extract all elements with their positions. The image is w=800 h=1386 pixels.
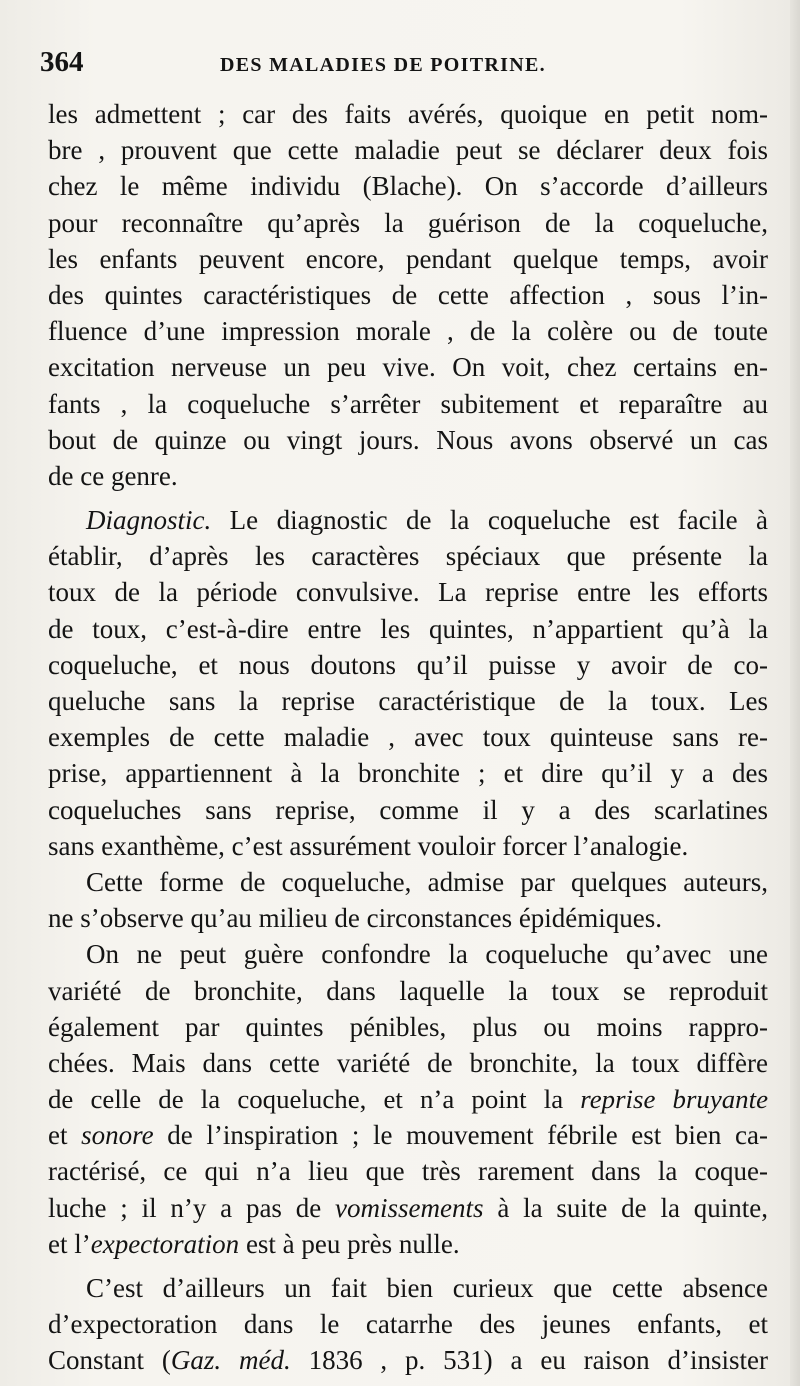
paragraph: [48, 502, 768, 864]
paragraph-gap: [48, 1262, 768, 1270]
emphasis: vomissements: [335, 1192, 484, 1223]
text-line: Constant (Gaz. méd. 1836 , p. 531) a eu raison d’insister: [48, 1345, 768, 1376]
text-line: les enfants peuvent encore, pendant quelque temps, avoir: [48, 243, 768, 274]
body-text: [48, 96, 768, 1379]
text-line: queluche sans la reprise caractéristique de la toux. Les: [48, 686, 768, 716]
paragraph: [48, 864, 768, 936]
text-line: chez le même individu (Blache). On s’accorde d’ailleurs: [48, 171, 768, 202]
text-line: et sonore de l’inspiration ; le mouvement fébrile est bien ca-: [48, 1120, 768, 1151]
page-number: 364: [40, 46, 84, 78]
citation: Gaz. méd.: [170, 1345, 291, 1376]
paragraph: [48, 1270, 768, 1379]
page-edge: [790, 0, 800, 1386]
section-heading: Diagnostic.: [86, 505, 212, 536]
text-line: toux de la période convulsive. La reprise entre les efforts: [48, 577, 768, 608]
text-line: chées. Mais dans cette variété de bronchite, la toux diffère: [48, 1047, 768, 1078]
text-line: les admettent ; car des faits avérés, quoique en petit nom-: [48, 99, 768, 129]
text-line: fluence d’une impression morale , de la colère ou de toute: [48, 316, 768, 347]
text-line: luche ; il n’y a pas de vomissements à la suite de la quinte,: [48, 1192, 768, 1223]
emphasis: sonore: [81, 1120, 154, 1151]
text-line: des quintes caractéristiques de cette affection , sous l’in-: [48, 279, 768, 310]
text-line: C’est d’ailleurs un fait bien curieux que cette absence: [86, 1273, 768, 1303]
text-line: On ne peut guère confondre la coqueluche qu’avec une: [86, 939, 768, 970]
text-line: de celle de la coqueluche, et n’a point la reprise bruyante: [48, 1084, 768, 1115]
text-line: Cette forme de coqueluche, admise par quelques auteurs,: [86, 866, 768, 897]
page-header: [40, 46, 770, 86]
text-line: Diagnostic. Le diagnostic de la coqueluche est facile à: [86, 505, 768, 536]
text-line: exemples de cette maladie , avec toux quinteuse sans re-: [48, 722, 768, 753]
running-title: DES MALADIES DE POITRINE.: [220, 54, 546, 76]
text-line: ne s’observe qu’au milieu de circonstances épidémiques.: [48, 903, 663, 934]
emphasis: expectoration: [90, 1228, 240, 1259]
text-line: de ce genre.: [48, 460, 178, 491]
text-line: ractérisé, ce qui n’a lieu que très rarement dans la coque-: [48, 1156, 768, 1187]
text-line: fants , la coqueluche s’arrêter subitement et reparaître au: [48, 388, 768, 419]
paragraph: [48, 936, 768, 1262]
paragraph: [48, 96, 768, 494]
paragraph-gap: [48, 494, 768, 502]
text-line: bout de quinze ou vingt jours. Nous avons observé un cas: [48, 424, 768, 455]
text-line: bre , prouvent que cette maladie peut se déclarer deux fois: [48, 135, 768, 166]
text-line: variété de bronchite, dans laquelle la toux se reproduit: [48, 975, 768, 1006]
text-line: pour reconnaître qu’après la guérison de la coqueluche,: [48, 207, 768, 238]
text-line: coqueluche, et nous doutons qu’il puisse y avoir de co-: [48, 649, 768, 680]
text-line: et l’expectoration est à peu près nulle.: [48, 1228, 460, 1259]
text-line: établir, d’après les caractères spéciaux que présente la: [48, 541, 768, 572]
text-line: excitation nerveuse un peu vive. On voit, chez certains en-: [48, 352, 768, 383]
text-line: d’expectoration dans le catarrhe des jeunes enfants, et: [48, 1309, 768, 1340]
text-line: coqueluches sans reprise, comme il y a des scarlatines: [48, 794, 768, 825]
text-line: prise, appartiennent à la bronchite ; et dire qu’il y a des: [48, 758, 768, 789]
text-line: sans exanthème, c’est assurément vouloir forcer l’analogie.: [48, 830, 689, 861]
text-line: de toux, c’est-à-dire entre les quintes, n’appartient qu’à la: [48, 613, 768, 644]
text-line: également par quintes pénibles, plus ou moins rappro-: [48, 1011, 768, 1042]
emphasis: reprise bruyante: [580, 1084, 768, 1115]
